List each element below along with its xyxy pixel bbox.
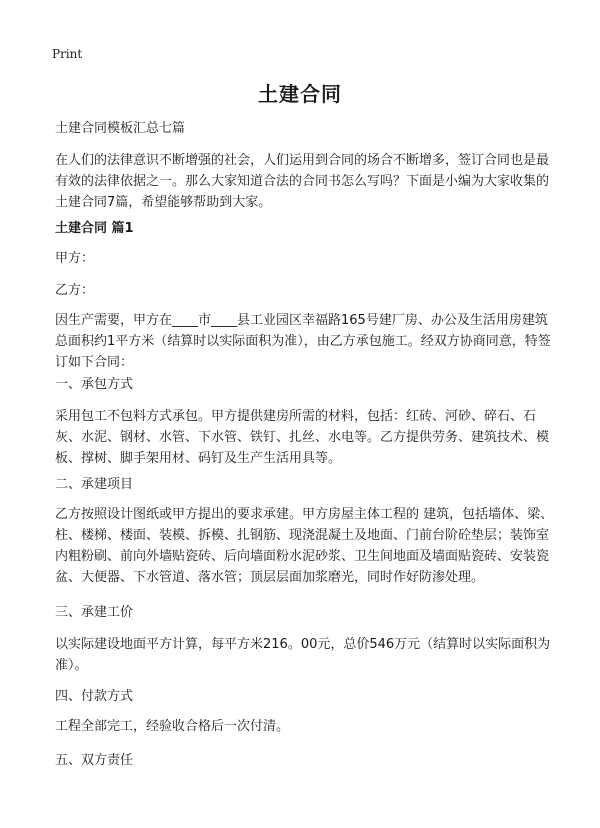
clause-heading: 一、承包方式 — [55, 377, 134, 392]
clause-heading: 二、承建项目 — [55, 477, 134, 492]
document-subtitle: 土建合同模板汇总七篇 — [55, 121, 186, 136]
party-a-line: 甲方： — [55, 251, 95, 266]
clause-heading: 三、承建工价 — [55, 605, 134, 620]
clause-heading: 五、双方责任 — [55, 753, 134, 768]
clause-body: 采用包工不包料方式承包。甲方提供建房所需的材料，包括：红砖、河砂、碎石、石灰、水泥、钢材、水管、下水管、铁钉、扎丝、水电等。乙方提供劳务、建筑技术、模板、撑树、脚手架用材、码钉及生产生活用具等。 — [55, 409, 550, 466]
clause-body: 以实际建设地面平方计算，每平方米216。00元，总价546万元（结算时以实际面积为准）。 — [55, 637, 551, 673]
clause-body: 工程全部完工，经验收合格后一次付清。 — [55, 719, 290, 734]
intro-paragraph: 在人们的法律意识不断增强的社会，人们运用到合同的场合不断增多，签订合同也是最有效的法律依据之一。那么大家知道合法的合同书怎么写吗？下面是小编为大家收集的土建合同7篇，希望能够帮助到大家。 — [55, 153, 550, 210]
party-b-line: 乙方： — [55, 283, 95, 298]
print-link[interactable]: Print — [52, 47, 83, 61]
clause-heading: 四、付款方式 — [55, 689, 134, 704]
preamble-paragraph: 因生产需要，甲方在____市____县工业园区幸福路165号建厂房、办公及生活用房建筑总面积约1平方米（结算时以实际面积为准），由乙方承包施工。经双方协商同意，特签订如下合同： — [55, 313, 551, 370]
section-heading: 土建合同 篇1 — [55, 221, 134, 236]
clause-body: 乙方按照设计图纸或甲方提出的要求承建。甲方房屋主体工程的 建筑，包括墙体、梁、柱、楼梯、楼面、装模、拆模、扎钢筋、现浇混凝土及地面、门前台阶砼垫层；装饰室内粗粉刷、前向外墙贴瓷砖、后向墙面粉水泥砂浆、卫生间地面及墙面贴瓷砖、安装瓷盆、大便器、下水管道、落水管；顶层层面加浆磨光，同时作好防渗处理。 — [55, 507, 554, 585]
document-title: 土建合同 — [258, 82, 342, 106]
